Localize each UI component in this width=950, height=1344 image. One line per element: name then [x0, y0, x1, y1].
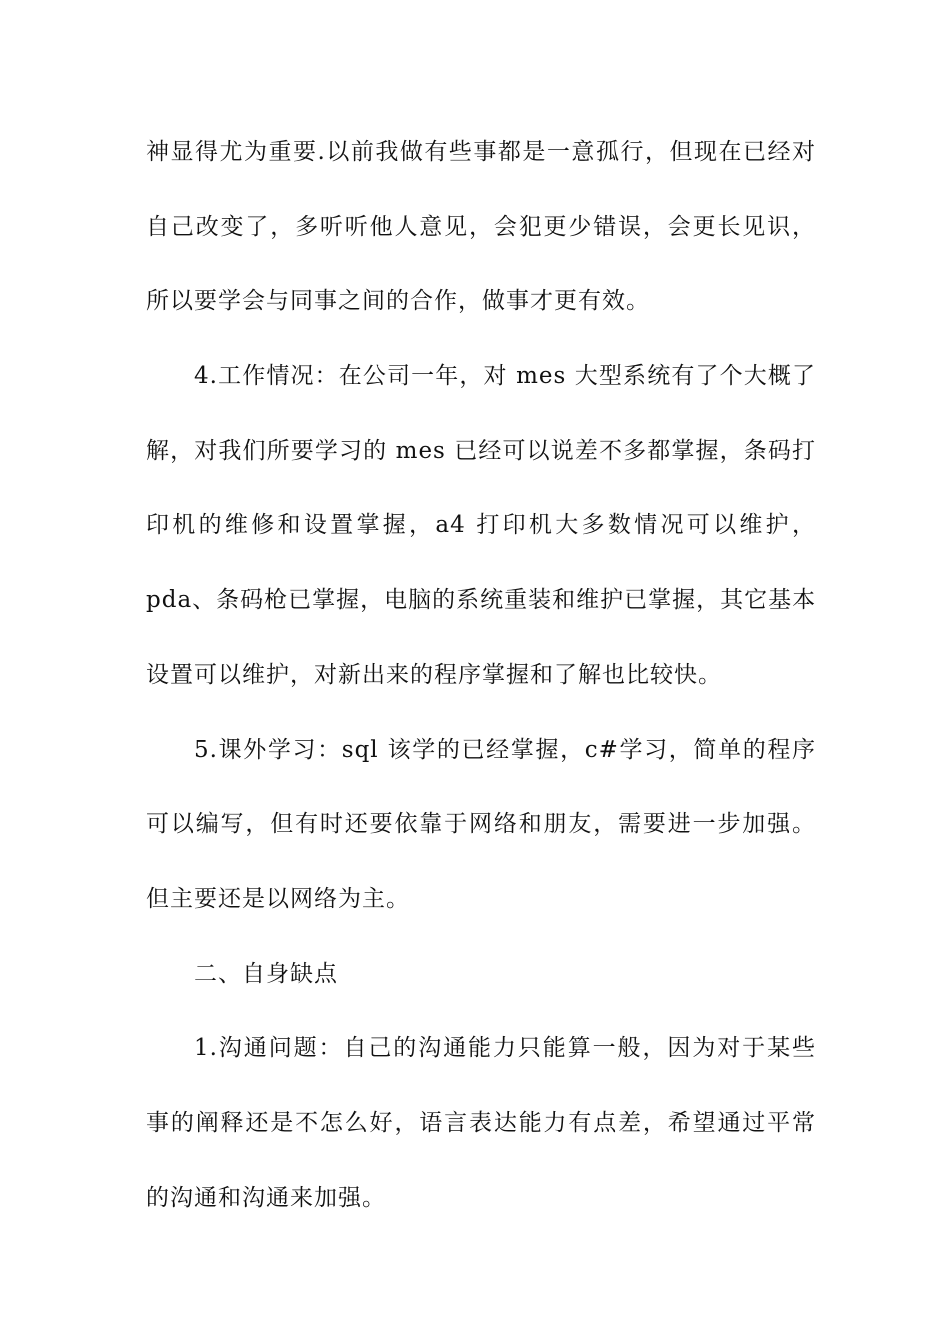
- paragraph-line: 神显得尤为重要.以前我做有些事都是一意孤行，但现在已经对: [146, 139, 816, 165]
- paragraph-line: 解，对我们所要学习的 mes 已经可以说差不多都掌握，条码打: [146, 437, 816, 464]
- paragraph-line: 印机的维修和设置掌握，a4 打印机大多数情况可以维护，: [146, 512, 816, 539]
- paragraph-line: pda、条码枪已掌握，电脑的系统重装和维护已掌握，其它基本: [146, 587, 817, 614]
- paragraph-line: 的沟通和沟通来加强。: [146, 1184, 386, 1211]
- section-heading: 二、自身缺点: [194, 960, 338, 987]
- paragraph-line: 设置可以维护，对新出来的程序掌握和了解也比较快。: [146, 661, 722, 688]
- paragraph-line: 事的阐释还是不怎么好，语言表达能力有点差，希望通过平常: [146, 1109, 816, 1136]
- paragraph-line: 自己改变了，多听听他人意见，会犯更少错误，会更长见识，: [146, 213, 816, 240]
- paragraph-line: 所以要学会与同事之间的合作，做事才更有效。: [146, 288, 650, 315]
- paragraph-line: 4.工作情况：在公司一年，对 mes 大型系统有了个大概了: [194, 363, 816, 390]
- document-body: [146, 130, 816, 1250]
- paragraph-line: 可以编写，但有时还要依靠于网络和朋友，需要进一步加强。: [146, 811, 816, 838]
- paragraph-line: 但主要还是以网络为主。: [146, 885, 410, 912]
- paragraph-line: 1.沟通问题：自己的沟通能力只能算一般，因为对于某些: [194, 1035, 816, 1062]
- paragraph-line: 5.课外学习：sql 该学的已经掌握，c#学习，简单的程序: [194, 736, 816, 763]
